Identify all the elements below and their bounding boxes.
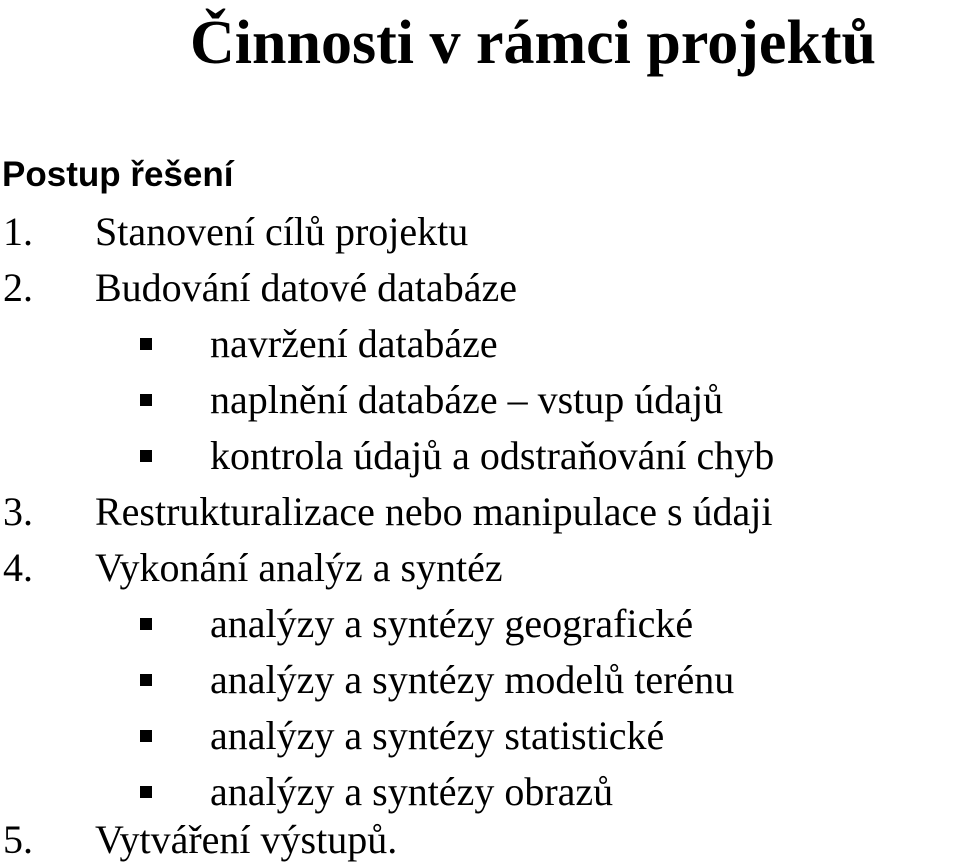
step-label: Vytváření výstupů. (95, 817, 398, 862)
substep-label: kontrola údajů a odstraňování chyb (210, 433, 775, 478)
substep-label: analýzy a syntézy geografické (210, 601, 694, 646)
square-bullet-icon (140, 730, 152, 742)
step-label: Restrukturalizace nebo manipulace s údaji (95, 489, 773, 534)
square-bullet-icon (140, 450, 152, 462)
square-bullet-icon (140, 394, 152, 406)
step-number: 5. (3, 817, 33, 862)
square-bullet-icon (140, 618, 152, 630)
step-number: 1. (3, 209, 33, 254)
step-label: Budování datové databáze (95, 265, 518, 310)
substep-label: analýzy a syntézy statistické (210, 713, 665, 758)
substep-label: navržení databáze (210, 321, 498, 366)
step-label: Stanovení cílů projektu (95, 209, 469, 254)
page-title: Činnosti v rámci projektů (190, 9, 877, 77)
square-bullet-icon (140, 338, 152, 350)
substep-label: analýzy a syntézy modelů terénu (210, 657, 735, 702)
substep-label: analýzy a syntézy obrazů (210, 769, 614, 814)
step-number: 2. (3, 265, 33, 310)
square-bullet-icon (140, 786, 152, 798)
section-heading: Postup řešení (2, 155, 234, 194)
step-number: 4. (3, 545, 33, 590)
square-bullet-icon (140, 674, 152, 686)
step-number: 3. (3, 489, 33, 534)
step-label: Vykonání analýz a syntéz (95, 545, 503, 590)
substep-label: naplnění databáze – vstup údajů (210, 377, 724, 422)
